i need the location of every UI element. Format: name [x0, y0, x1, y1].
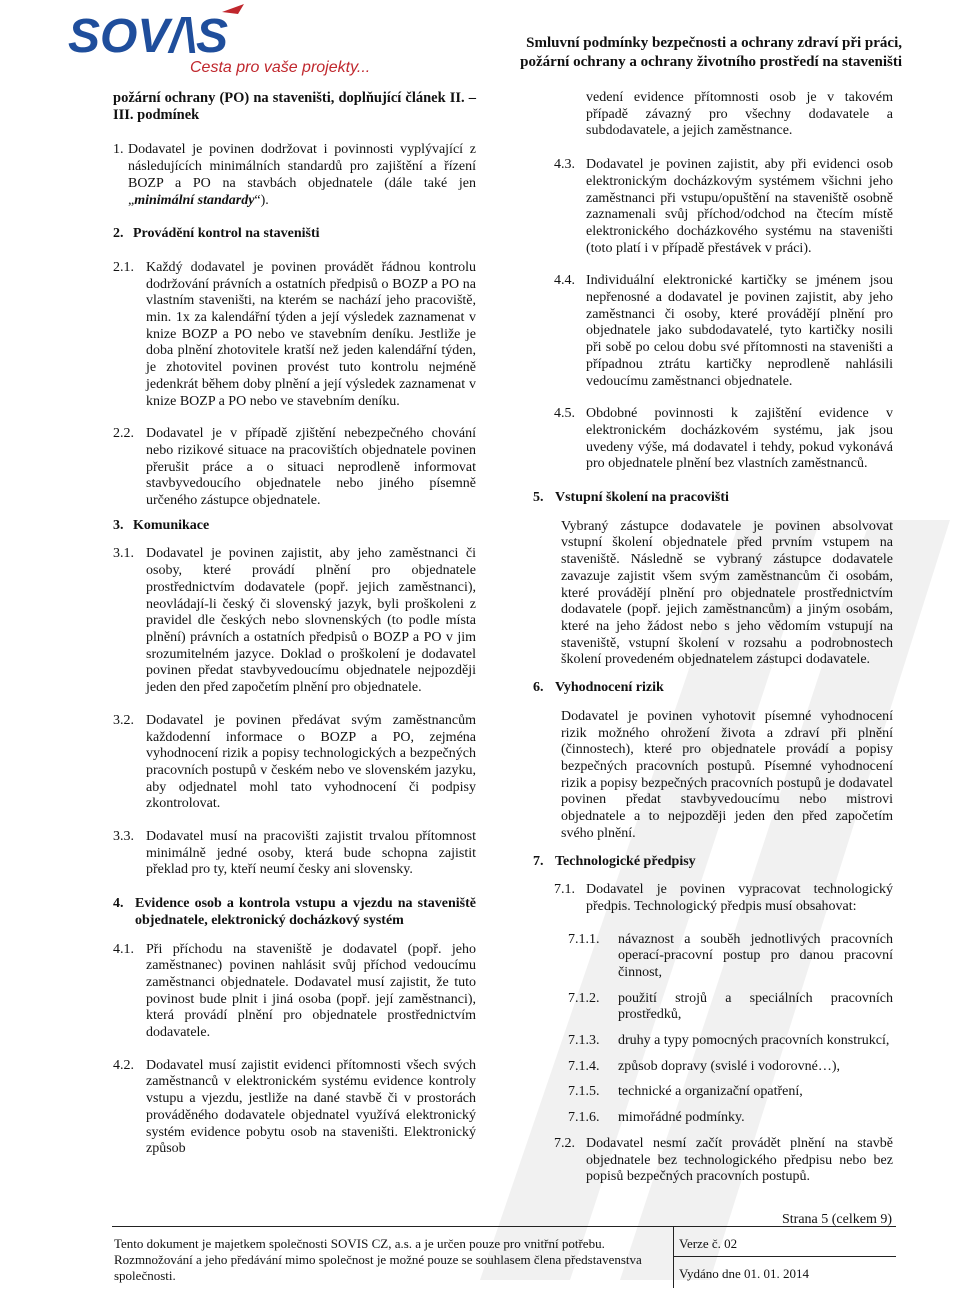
subclause-text: technické a organizační opatření, — [618, 1084, 803, 1100]
clause-number: 4.1. — [113, 941, 134, 957]
clause-4-5 — [533, 406, 893, 473]
clause-text: Každý dodavatel je povinen provádět řádnou kontrolu dodržování právních a ostatních předpisů o BOZP a PO na vlastním staveništi, na kterém se nachází jeho pracoviště, min. 1x za kalendářní týden a její výsledek zaznamenat v knize BOZP a PO nebo ve stavebním deníku. Jestliže je doba plnění zhotovitele kratší než jeden kalendářní týden, je zhotovitel povinen provést tuto kontrolu nejméně jedenkrát během doby plnění a její výsledek zaznamenat v knize BOZP a PO nebo ve stavebním deníku. — [146, 259, 476, 409]
clause-text: Dodavatel je povinen předávat svým zaměstnancům každodenní informace o BOZP a PO, zejména vyhodnocení rizik a popisy technologických a bezpečných pracovních postupů v českém nebo ve slovenském jazyku, aby odjednatel mohl tato vyhodnocení či podpisy zkontrolovat. — [146, 712, 476, 812]
clause-text: Dodavatel je povinen zajistit, aby při evidenci osob elektronickým docházkovým systémem všichni jeho zaměstnanci při vstupu/opuštění na staveniště osobně zaznamenali svůj příchod/odchod na čtecím místě elektronického docházkového systému na staveništi (toto platí i v případě přestávek v práci). — [586, 157, 893, 256]
logo-tagline: Cesta pro vaše projekty... — [190, 59, 371, 76]
section-title: Evidence osob a kontrola vstupu a vjezdu na staveniště objednatele, elektronický docházkový systém — [135, 896, 476, 928]
clause-number: 2.2. — [113, 426, 134, 442]
clause-3-3 — [113, 829, 476, 879]
subclause-text: mimořádné podmínky. — [618, 1110, 745, 1126]
section-title: Komunikace — [133, 517, 210, 533]
clause-7-2 — [533, 1136, 893, 1186]
paragraph-number: 1. — [113, 142, 124, 158]
clause-number: 7.1. — [554, 882, 575, 898]
issue-date: Vydáno dne 01. 01. 2014 — [679, 1266, 809, 1281]
section-7-heading: 7. Technologické předpisy — [533, 854, 696, 870]
document-title-line2: požární ochrany a ochrany životního prostředí na staveništi — [520, 54, 902, 70]
subclause-item — [533, 932, 893, 982]
clause-2-2 — [113, 426, 476, 510]
subclause-number: 7.1.3. — [568, 1033, 600, 1049]
subclause-item — [533, 1084, 893, 1101]
subclause-number: 7.1.4. — [568, 1058, 600, 1074]
clause-number: 4.5. — [554, 406, 575, 422]
document-version: Verze č. 02 — [679, 1236, 738, 1251]
paragraph-text-end: “). — [254, 192, 269, 208]
clause-text: Dodavatel je povinen zajistit, aby jeho zaměstnanci či osoby, které provádí plnění pro objednatele prostřednictvím dodavatele (popř. jejich zaměstnanci), neovládají-li český či slovenský jazyk, byli proškoleni z pravidel dle českých nebo slovnenských (to podle místa plnění) právních a ostatních předpisů o BOZP a PO v jim srozumitelném jazyce. Doklad o proškolení je dodavatel povinen předat stavbyvedoucímu objednatele nejpozději jeden den před započetím plnění pro objednatele. — [146, 546, 476, 696]
clause-4-4 — [533, 273, 893, 390]
section-3-heading: 3. Komunikace — [113, 517, 210, 533]
section-title: Vyhodnocení rizik — [555, 680, 664, 696]
section-5-heading: 5. Vstupní školení na pracovišti — [533, 490, 729, 506]
clause-number: 3.2. — [113, 712, 134, 728]
clause-7-1 — [533, 882, 893, 915]
clause-4-3 — [533, 157, 893, 257]
left-column — [113, 90, 476, 1158]
clause-4-2-continued — [533, 90, 893, 140]
subclause-text: druhy a typy pomocných pracovních konstrukcí, — [618, 1033, 890, 1049]
clause-text: Dodavatel je v případě zjištění nebezpečného chování nebo rizikové situace na pracovištích objednatele povinen přerušit práce a o situaci neprodleně informovat stavbyvedoucího objednatele nebo jiného písemně určeného zástupce objednatele. — [146, 426, 476, 509]
clause-4-2 — [113, 1058, 476, 1158]
paragraph-text: Dodavatel je povinen dodržovat i povinnosti vyplývající z následujících minimálních standardů pro zajištění a řízení BOZP a PO na stavbách objednatele (dále také jen „ — [128, 142, 476, 208]
subclause-number: 7.1.1. — [568, 931, 600, 947]
subclause-text: použití strojů a speciálních pracovních prostředků, — [618, 990, 893, 1023]
clause-text: Při příchodu na staveniště je dodavatel (popř. jeho zaměstnanec) povinen nahlásit svůj příchod vedoucímu zaměstnanci objednatele. Dodavatel musí zajistit, že tuto povinost bude plnit i jiná osoba (popř. její zaměstnanci), která provádí plnění pro objednatele prostřednictvím dodavatele. — [146, 941, 476, 1041]
clause-text: vedení evidence přítomnosti osob je v takovém případě závazný pro všechny dodavatele a subdodavatele, a jejich zaměstnance. — [586, 90, 893, 139]
section-6-heading: 6. Vyhodnocení rizik — [533, 680, 664, 696]
clause-text: Dodavatel je povinen vypracovat technologický předpis. Technologický předpis musí obsahovat: — [586, 882, 893, 914]
clause-number: 7.2. — [554, 1135, 575, 1151]
section-text: Dodavatel je povinen vyhotovit písemné vyhodnocení rizik možného ohrožení života a zdraví při plnění (činnostech), které pro objednatele provádí a popisy bezpečných pracovních postupů. Písemné vyhodnocení rizik a popisy bezpečných pracovních postupů je dodavatel povinen předat stavbyvedoucímu nebo mistrovi objednatele a to nejpozději jeden den před započetím svého plnění. — [561, 708, 893, 841]
clause-number: 3.3. — [113, 829, 134, 845]
clause-text: Dodavatel nesmí začít provádět plnění na stavbě objednatele bez technologického předpisu nebo bez popisů bezpečných pracovních postupů. — [586, 1135, 893, 1185]
page-number: Strana 5 (celkem 9) — [781, 1212, 892, 1227]
section-text: Vybraný zástupce dodavatele je povinen absolvovat vstupní školení objednatele před prvním vstupem na staveniště. Následně se vybraný zástupce dodavatele zavazuje zajistit všem svým zaměstnancům či osobám, které provádějí plnění pro objednatele prostřednictvím dodavatele (popř. jejich zaměstnancům) a jiným osobám, které na jeho žádost nebo s jeho vědomím vstupují na staveniště, vstupní školení v rozsahu a podrobnostech školení provedeném objednatelem zástupci dodavatele. — [561, 518, 893, 668]
clause-number: 2.1. — [113, 259, 134, 275]
footer-divider — [112, 1226, 896, 1227]
svg-text:SOV/\S: SOV/\S — [68, 10, 229, 63]
clause-number: 4.3. — [554, 157, 575, 173]
section-title: Provádění kontrol na staveništi — [133, 226, 320, 242]
footer-divider-inner — [673, 1256, 896, 1257]
subclause-number: 7.1.6. — [568, 1110, 600, 1126]
section-6-text — [533, 709, 893, 843]
emphasis-text: minimální standardy — [134, 192, 255, 208]
subclause-number: 7.1.2. — [568, 990, 600, 1006]
footer-notice — [114, 1236, 669, 1284]
company-logo — [62, 0, 371, 80]
intro-title: požární ochrany (PO) na staveništi, doplňující článek II. – III. podmínek — [113, 90, 476, 123]
section-title: Technologické předpisy — [555, 854, 696, 870]
document-title-line1: Smluvní podmínky bezpečnosti a ochrany zdraví při práci, — [526, 35, 902, 51]
footer-notice-line1: Tento dokument je majetkem společnosti SOVIS CZ, a.s. a je určen pouze pro vnitřní potřebu. — [114, 1236, 605, 1251]
document-title — [462, 34, 902, 72]
section-5-text — [533, 519, 893, 669]
subclause-item — [533, 1033, 893, 1050]
paragraph-1 — [113, 142, 476, 209]
clause-2-1 — [113, 260, 476, 410]
section-4-heading: 4. Evidence osob a kontrola vstupu a vjezdu na staveniště objednatele, elektronický docházkový systém — [113, 896, 476, 928]
subclause-item — [533, 1059, 893, 1076]
clause-3-2 — [113, 713, 476, 813]
clause-number: 3.1. — [113, 546, 134, 562]
subclause-item — [533, 1110, 893, 1127]
clause-7-1-subitems — [533, 932, 893, 1127]
subclause-text: způsob dopravy (svislé i vodorovné…), — [618, 1058, 841, 1074]
clause-3-1 — [113, 546, 476, 696]
footer-notice-line2: Rozmnožování a jeho předávání mimo společnost je možné pouze se souhlasem člena představenstva společnosti. — [114, 1252, 642, 1283]
clause-number: 4.4. — [554, 273, 575, 289]
subclause-number: 7.1.5. — [568, 1084, 600, 1100]
clause-text: Dodavatel musí zajistit evidenci přítomnosti všech svých zaměstnanců v elektronickém systému evidence kontroly vstupu a vjezdu, jestliže na dané stavbě či v prostorách prováděného dodavatele objednatel využívá elektronický systém evidence pobytu osob na staveništi. Elektronický způsob — [146, 1057, 476, 1157]
clause-4-1 — [113, 942, 476, 1042]
footer-divider-vertical — [673, 1226, 674, 1288]
right-column — [533, 90, 893, 1186]
clause-text: Obdobné povinnosti k zajištění evidence v elektronickém docházkovém systému, jak jsou uvedeny výše, má dodavatel i tehdy, pokud vykonává pro objednatele plnění bez vlastních zaměstnanců. — [586, 406, 893, 472]
clause-number: 4.2. — [113, 1057, 134, 1073]
subclause-item — [533, 991, 893, 1024]
section-2-heading: 2. Provádění kontrol na staveništi — [113, 226, 320, 242]
clause-text: Dodavatel musí na pracovišti zajistit trvalou přítomnost minimálně jedné osoby, která bude schopna zajistit překlad pro ty, kteří neumí česky ani slovensky. — [146, 829, 476, 878]
section-title: Vstupní školení na pracovišti — [555, 490, 729, 506]
clause-text: Individuální elektronické kartičky se jménem jsou nepřenosné a dodavatel je povinen zajistit, aby jeho zaměstnanci či osoby, které provádějí plnění pro objednatele jako subdodavatelé, tyto kartičky nosili při sobě po celou dobu své přítomnosti na staveništi a případnou ztrátu kartičky neprodleně nahlásili vedoucímu zaměstnanci objednatele. — [586, 273, 893, 389]
subclause-text: návaznost a souběh jednotlivých pracovních operací-pracovní postup pro danou pracovní činnost, — [618, 931, 893, 980]
